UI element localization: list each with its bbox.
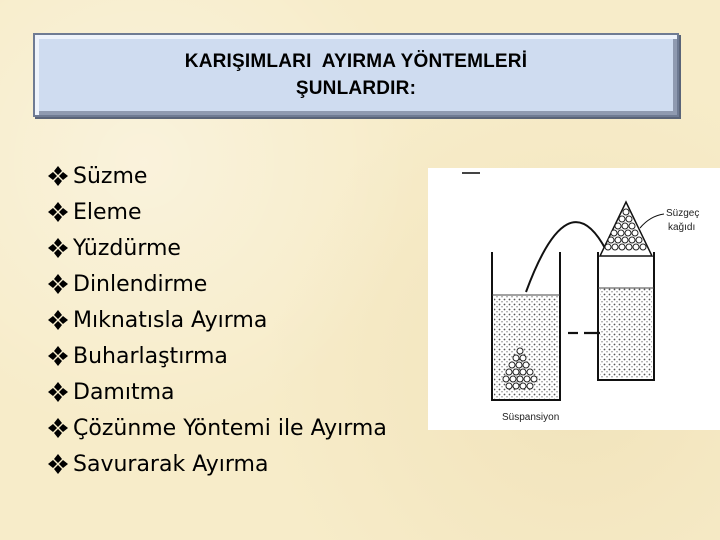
list-item xyxy=(47,446,387,482)
title-line-1: KARIŞIMLARI AYIRMA YÖNTEMLERİ xyxy=(184,51,528,72)
filtration-diagram xyxy=(428,168,720,430)
four-diamond-bullet-icon xyxy=(47,381,69,403)
four-diamond-bullet-icon xyxy=(47,165,69,187)
list-item xyxy=(47,230,387,266)
list-item xyxy=(47,194,387,230)
four-diamond-bullet-icon xyxy=(47,309,69,331)
filter-paper-label-1: Süzgeç xyxy=(666,208,700,219)
title-line-2: ŞUNLARDIR: xyxy=(295,78,417,99)
list-item-label: Mıknatısla Ayırma xyxy=(73,307,268,333)
list-item-label: Savurarak Ayırma xyxy=(73,451,269,477)
right-beaker xyxy=(598,252,654,380)
list-item-label: Çözünme Yöntemi ile Ayırma xyxy=(73,415,387,441)
method-list xyxy=(47,158,387,482)
filter-paper-label-2: kağıdı xyxy=(668,222,696,233)
pour-arc xyxy=(526,222,606,292)
four-diamond-bullet-icon xyxy=(47,201,69,223)
four-diamond-bullet-icon xyxy=(47,273,69,295)
four-diamond-bullet-icon xyxy=(47,417,69,439)
title-box xyxy=(33,33,679,117)
list-item-label: Eleme xyxy=(73,199,142,225)
four-diamond-bullet-icon xyxy=(47,237,69,259)
suspension-label: Süspansiyon xyxy=(502,412,560,423)
list-item xyxy=(47,338,387,374)
list-item xyxy=(47,158,387,194)
four-diamond-bullet-icon xyxy=(47,453,69,475)
list-item xyxy=(47,266,387,302)
list-item xyxy=(47,302,387,338)
filter-paper xyxy=(600,202,652,256)
list-item-label: Yüzdürme xyxy=(73,235,181,261)
list-item xyxy=(47,374,387,410)
four-diamond-bullet-icon xyxy=(47,345,69,367)
label-pointer xyxy=(640,214,664,228)
list-item xyxy=(47,410,387,446)
filtration-illustration xyxy=(428,168,720,430)
list-item-label: Buharlaştırma xyxy=(73,343,228,369)
list-item-label: Dinlendirme xyxy=(73,271,208,297)
list-item-label: Süzme xyxy=(73,163,148,189)
list-item-label: Damıtma xyxy=(73,379,175,405)
